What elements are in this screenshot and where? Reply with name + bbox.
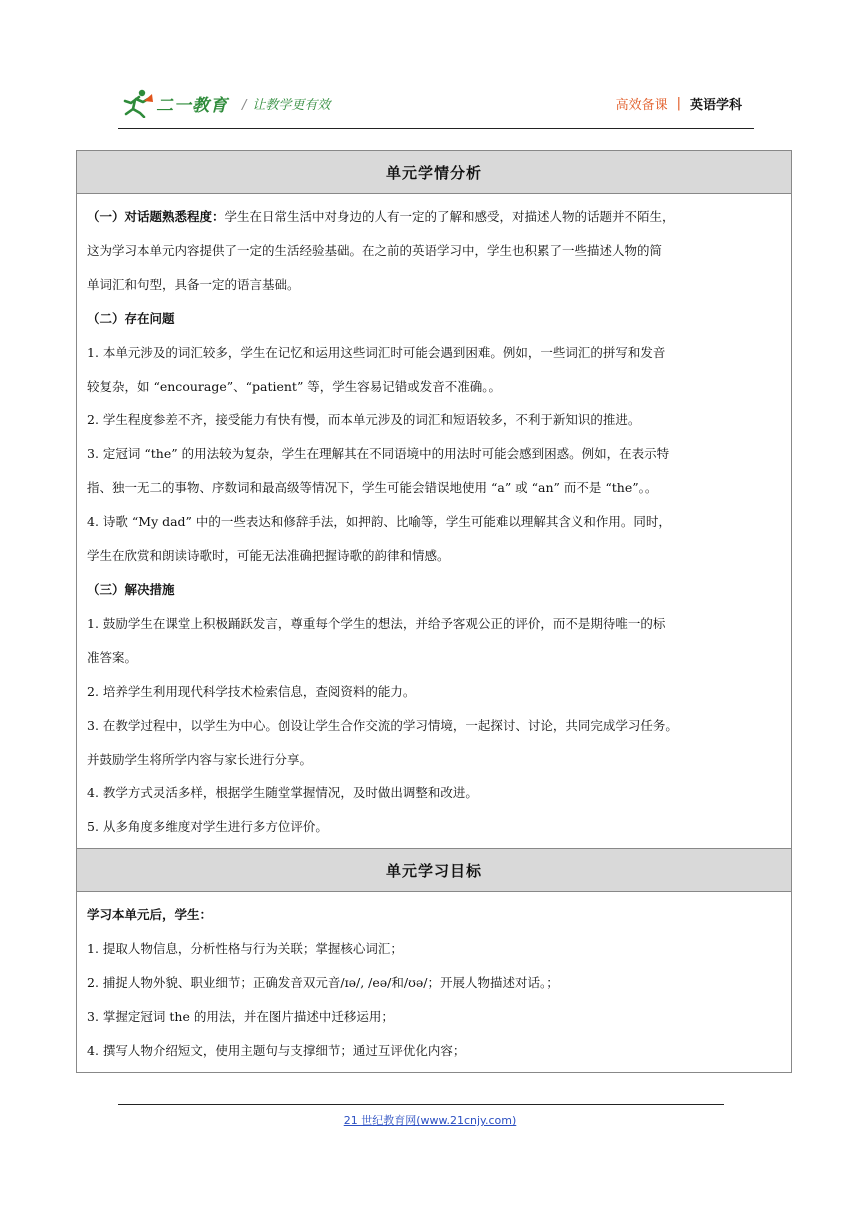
issue-line: 1. 本单元涉及的词汇较多，学生在记忆和运用这些词汇时可能会遇到困难。例如，一些词汇的拼写和发音	[87, 344, 666, 360]
measure-line: 2. 培养学生利用现代科学技术检索信息，查阅资料的能力。	[87, 683, 416, 699]
paragraph-familiarity	[87, 200, 781, 234]
measure-line: 4. 教学方式灵活多样，根据学生随堂掌握情况，及时做出调整和改进。	[87, 785, 478, 801]
text-line: 这为学习本单元内容提供了一定的生活经验基础。在之前的英语学习中，学生也积累了一些描述人物的简	[87, 242, 663, 258]
header-separator: |	[676, 96, 681, 111]
familiarity-label: （一）对话题熟悉程度：	[87, 209, 225, 224]
footer-divider	[118, 1104, 724, 1105]
section-title-analysis: 单元学情分析	[77, 151, 792, 194]
page-header	[118, 86, 754, 120]
issue-line: 较复杂，如 “encourage”、“patient” 等，学生容易记错或发音不准确。。	[87, 378, 502, 394]
measure-line: 准答案。	[87, 649, 138, 665]
issue-line: 3. 定冠词 “the” 的用法较为复杂，学生在理解其在不同语境中的用法时可能会感到困惑。例如，在表示特	[87, 446, 670, 462]
logo-text: 二一教育	[156, 95, 228, 116]
measure-line: 5. 从多角度多维度对学生进行多方位评价。	[87, 819, 328, 835]
slogan-separator: /	[242, 97, 247, 113]
footer-link[interactable]: 21 世纪教育网(www.21cnjy.com)	[343, 1114, 517, 1127]
goal-line: 4. 撰写人物介绍短文，使用主题句与支撑细节；通过互评优化内容；	[87, 1042, 466, 1058]
slogan	[242, 94, 330, 113]
goal-line: 3. 掌握定冠词 the 的用法，并在图片描述中迁移运用；	[87, 1008, 394, 1024]
analysis-body	[77, 194, 792, 849]
slogan-text: 让教学更有效	[252, 97, 331, 113]
measure-line: 3. 在教学过程中，以学生为中心。创设让学生合作交流的学习情境，一起探讨、讨论，共同完成学习任务。	[87, 717, 678, 733]
goals-intro: 学习本单元后，学生：	[87, 907, 213, 923]
goals-body	[77, 892, 792, 1073]
runner-logo-icon	[118, 88, 154, 118]
issue-line: 2. 学生程度参差不齐，接受能力有快有慢，而本单元涉及的词汇和短语较多，不利于新知识的推进。	[87, 412, 641, 428]
text-line: 单词汇和句型，具备一定的语言基础。	[87, 276, 300, 292]
heading-issues: （二）存在问题	[87, 310, 175, 326]
logo	[118, 86, 330, 120]
issue-line: 学生在欣赏和朗读诗歌时，可能无法准确把握诗歌的韵律和情感。	[87, 548, 450, 564]
header-divider	[118, 128, 754, 129]
goal-line: 2. 捕捉人物外貌、职业细节；正确发音双元音/ɪə/, /eə/和/ʊə/；开展人物描述对话。；	[87, 975, 559, 991]
header-right	[616, 94, 742, 113]
issue-line: 4. 诗歌 “My dad” 中的一些表达和修辞手法，如押韵、比喻等，学生可能难以理解其含义和作用。同时，	[87, 514, 671, 530]
familiarity-text: 学生在日常生活中对身边的人有一定的了解和感受，对描述人物的话题并不陌生，	[224, 209, 675, 224]
header-subject-label: 英语学科	[689, 98, 742, 113]
issue-line: 指、独一无二的事物、序数词和最高级等情况下，学生可能会错误地使用 “a” 或 “an” 而不是 “the”。。	[87, 480, 658, 496]
section-title-goals: 单元学习目标	[77, 849, 792, 892]
header-accent-label: 高效备课	[615, 98, 668, 113]
heading-measures: （三）解决措施	[87, 581, 175, 597]
lesson-table	[76, 150, 792, 1073]
measure-line: 并鼓励学生将所学内容与家长进行分享。	[87, 751, 313, 767]
goal-line: 1. 提取人物信息，分析性格与行为关联；掌握核心词汇；	[87, 941, 403, 957]
measure-line: 1. 鼓励学生在课堂上积极踊跃发言，尊重每个学生的想法，并给予客观公正的评价，而不是期待唯一的标	[87, 615, 666, 631]
